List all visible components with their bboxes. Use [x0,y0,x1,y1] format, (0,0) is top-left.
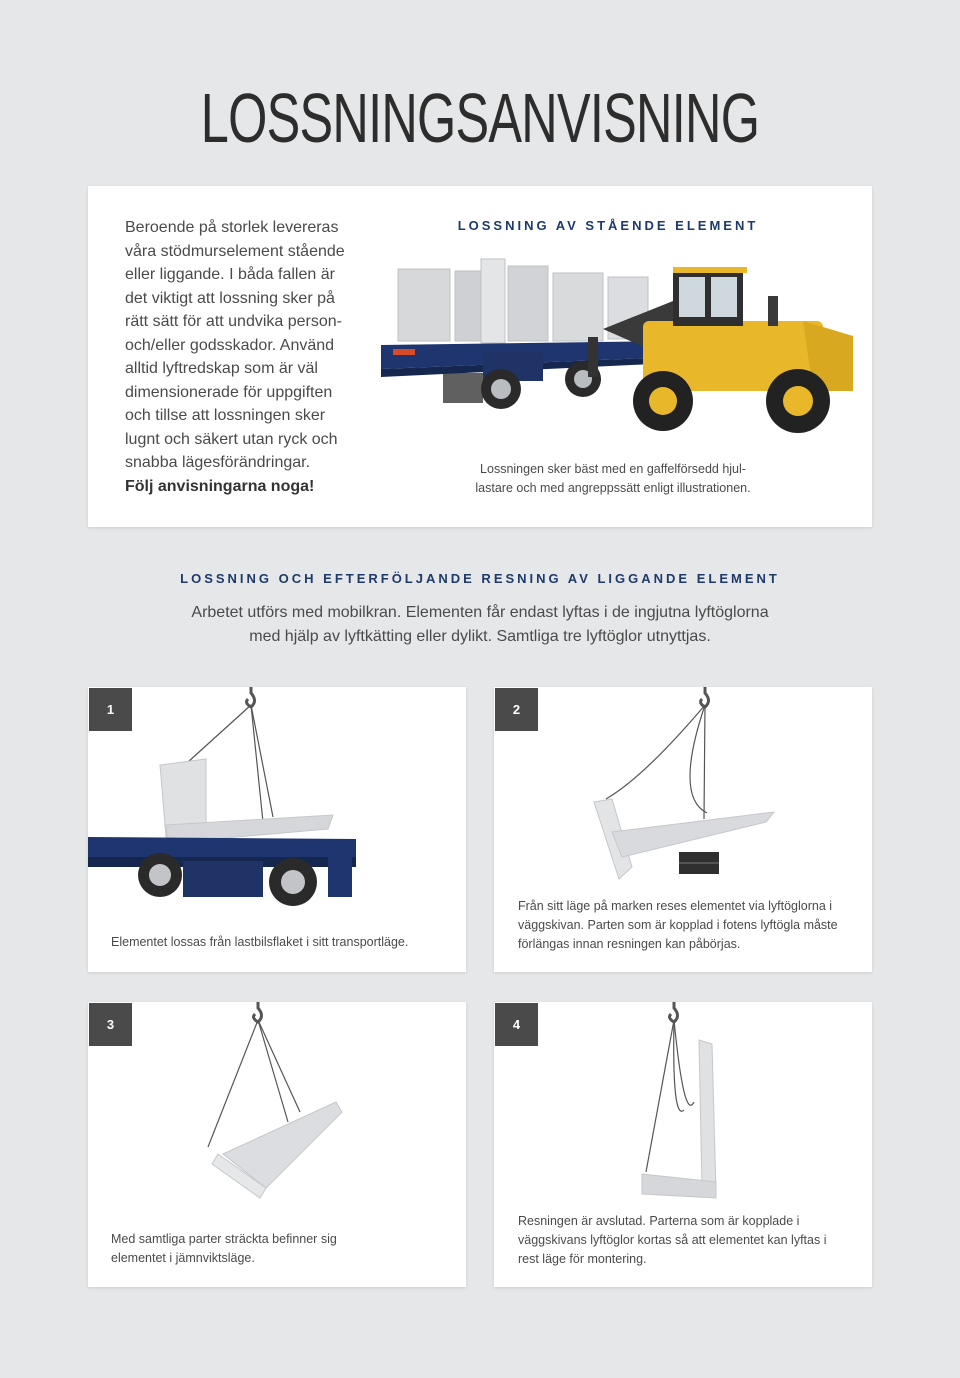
intro-emphasis: Följ anvisningarna noga! [125,477,315,495]
crane-hook-icon [247,687,255,707]
retaining-wall-element-illustration [699,1040,716,1192]
standing-heading: LOSSNING AV STÅENDE ELEMENT [457,218,759,233]
intro-text-block [125,216,350,498]
step-card-3 [88,1002,466,1287]
crane-hook-icon [670,1002,678,1022]
intro-card [88,186,872,527]
step-caption: Från sitt läge på marken reses elementet via lyftöglorna i väggskivan. Parten som är kopplad i fotens lyftögla måste förlängas innan resningen kan påbörjas. [518,899,838,951]
standing-caption-line-2: lastare och med angreppssätt enligt illustrationen. [475,481,751,495]
intro-paragraph: Beroende på storlek levereras våra stödmurselement stående eller liggande. I båda fallen är det viktigt att lossning sker på rätt sätt för att undvika person- och/eller godsskador. Använd alltid lyftredskap som är väl dimensionerade för uppgiften och tillse att lossningen sker lugnt och säkert utan ryck och snabba lägesförändringar. [125,219,345,471]
truck-trailer-illustration [88,837,356,857]
crane-hook-icon [254,1002,262,1022]
lying-heading: LOSSNING OCH EFTERFÖLJANDE RESNING AV LIGGANDE ELEMENT [180,571,780,586]
step-card-1 [88,687,466,972]
step-2-illustration [494,687,872,897]
crane-hook-icon [701,687,709,707]
step-number-badge: 3 [89,1003,132,1046]
step-number-badge: 2 [495,688,538,731]
step-card-2 [494,687,872,972]
step-1-illustration [88,687,466,917]
truck-trailer-illustration [381,341,673,409]
step-number-badge: 1 [89,688,132,731]
lying-body-line-2: med hjälp av lyftkätting eller dylikt. Samtliga tre lyftöglor utnyttjas. [249,628,711,645]
step-4-illustration [494,1002,872,1207]
step-caption: Elementet lossas från lastbilsflaket i sitt transportläge. [111,935,409,949]
step-caption: Med samtliga parter sträckta befinner sig elementet i jämnviktsläge. [111,1232,337,1265]
step-caption: Resningen är avslutad. Parterna som är kopplade i väggskivans lyftöglor kortas så att elementet kan lyftas i rest läge för montering. [518,1214,827,1266]
step-card-4 [494,1002,872,1287]
page-title: LOSSNINGSANVISNING [200,79,760,157]
lying-body-line-1: Arbetet utförs med mobilkran. Elementen får endast lyftas i de ingjutna lyftöglorna [191,604,769,621]
step-3-illustration [88,1002,466,1212]
standing-caption [428,460,798,498]
step-number-badge: 4 [495,1003,538,1046]
lying-body [120,601,840,649]
wheel-loader-illustration [373,241,863,441]
standing-caption-line-1: Lossningen sker bäst med en gaffelförsedd hjul- [480,462,746,476]
